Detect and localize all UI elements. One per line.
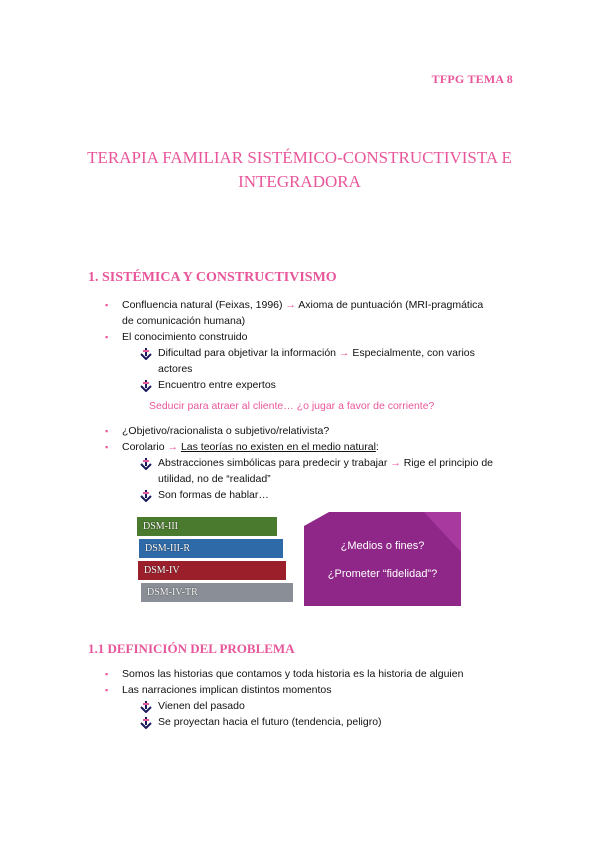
document-title [60,146,539,194]
sub-bullet-item: Abstracciones simbólicas para predecir y trabajar → Rige el principio de utilidad, no de “realidad” [104,455,524,487]
arrow-icon: → [338,347,350,359]
bullet-item: ▪ Confluencia natural (Feixas, 1996) → Axioma de puntuación (MRI-pragmática de comunicación humana) [105,299,484,327]
arrow-down-bullet-icon [140,348,152,360]
arrow-icon: → [167,441,179,453]
title-line-1: TERAPIA FAMILIAR SISTÉMICO-CONSTRUCTIVISTA E [87,148,512,167]
sub-bullet-item: Son formas de hablar… [104,487,524,503]
square-bullet-icon: ▪ [105,442,109,452]
bullet-item: ▪ El conocimiento construido [105,331,248,343]
section-1-1-list [104,666,524,730]
underlined-statement: Las teorías no existen en el medio natural [180,441,376,453]
sub-bullet-item: Dificultad para objetivar la información → Especialmente, con varios actores [104,345,524,377]
square-bullet-icon: ▪ [105,300,109,310]
square-bullet-icon: ▪ [105,426,109,436]
book-spine: DSM-IV [138,561,286,580]
sub-bullet-item: Se proyectan hacia el futuro (tendencia, peligro) [104,714,524,730]
section-1-1-heading: 1.1 DEFINICIÓN DEL PROBLEMA [88,641,295,656]
sub-bullet-item: Vienen del pasado [104,698,524,714]
book-spine: DSM-III [137,517,277,536]
square-bullet-icon: ▪ [105,685,109,695]
section-1-list [104,297,524,393]
arrow-icon: → [390,457,401,469]
seduction-note: Seducir para atraer al cliente… ¿o jugar a favor de corriente? [149,400,435,412]
arrow-down-bullet-icon [140,458,152,470]
section-1-heading: 1. SISTÉMICA Y CONSTRUCTIVISMO [88,270,337,285]
title-line-2: INTEGRADORA [238,172,361,191]
arrow-icon: → [285,299,296,311]
bullet-item: ▪ Somos las historias que contamos y toda historia es la historia de alguien [105,668,464,680]
bullet-item: ▪ Las narraciones implican distintos momentos [105,684,332,696]
book-spine: DSM-III-R [139,539,283,558]
bullet-item: ▪ Corolario → Las teorías no existen en el medio natural: [105,441,379,453]
document-header: TFPG TEMA 8 [431,72,513,86]
questions-box [304,512,461,606]
question-means-or-ends: ¿Medios o fines? [340,540,425,552]
dsm-books-image [137,513,295,605]
bullet-item: ▪ ¿Objetivo/racionalista o subjetivo/relativista? [105,425,330,437]
square-bullet-icon: ▪ [105,332,109,342]
question-fidelity: ¿Prometer “fidelidad”? [327,568,438,580]
book-spine: DSM-IV-TR [141,583,293,602]
arrow-down-bullet-icon [140,701,152,713]
decorative-shape-icon [304,512,461,606]
arrow-down-bullet-icon [140,717,152,729]
arrow-down-bullet-icon [140,490,152,502]
square-bullet-icon: ▪ [105,669,109,679]
sub-bullet-item: Encuentro entre expertos [104,377,524,393]
section-1-list-continued [104,423,524,503]
arrow-down-bullet-icon [140,380,152,392]
